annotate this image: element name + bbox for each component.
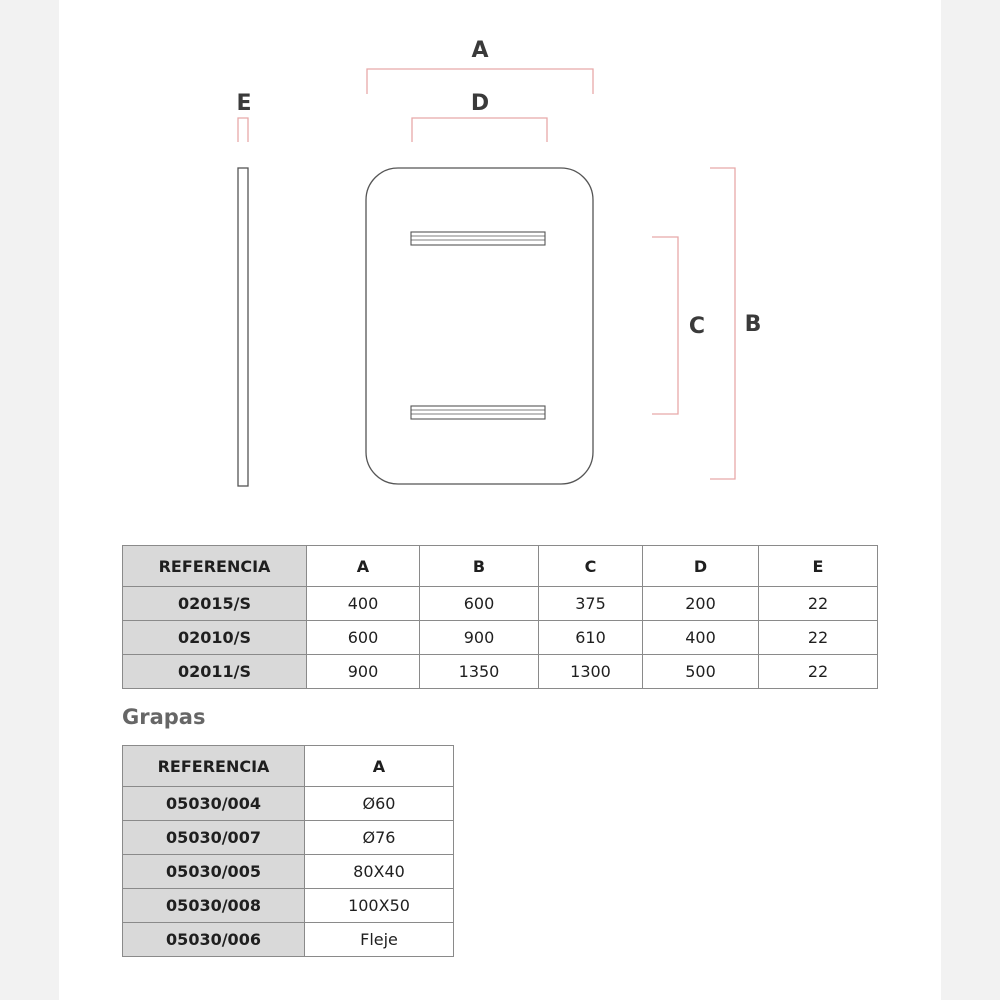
table-row — [123, 587, 878, 621]
cell-reference: 05030/008 — [123, 889, 305, 923]
table-row — [123, 889, 454, 923]
dimension-d-line — [412, 118, 547, 142]
cell-b: 1350 — [420, 655, 539, 689]
cell-a: Ø60 — [305, 787, 454, 821]
cell-reference: 02011/S — [123, 655, 307, 689]
cell-a: Fleje — [305, 923, 454, 957]
table-row — [123, 923, 454, 957]
cell-reference: 05030/005 — [123, 855, 305, 889]
dimension-d-label: D — [470, 91, 490, 116]
dimension-c-line — [652, 237, 678, 414]
cell-b: 900 — [420, 621, 539, 655]
cell-a: 100X50 — [305, 889, 454, 923]
cell-d: 500 — [643, 655, 759, 689]
header-b: B — [420, 546, 539, 587]
side-view-profile — [238, 168, 248, 486]
header-a: A — [305, 746, 454, 787]
cell-reference: 02010/S — [123, 621, 307, 655]
cell-a: 80X40 — [305, 855, 454, 889]
table-header-row — [123, 546, 878, 587]
header-e: E — [759, 546, 878, 587]
dimension-c-label: C — [688, 314, 706, 339]
dimension-e-label: E — [236, 91, 252, 116]
dimension-b-label: B — [744, 312, 762, 337]
table-row — [123, 655, 878, 689]
grapas-heading: Grapas — [122, 705, 206, 729]
table-row — [123, 621, 878, 655]
cell-c: 610 — [539, 621, 643, 655]
cell-e: 22 — [759, 587, 878, 621]
cell-reference: 05030/007 — [123, 821, 305, 855]
header-a: A — [307, 546, 420, 587]
table-row — [123, 787, 454, 821]
dimension-b-line — [710, 168, 735, 479]
cell-reference: 05030/004 — [123, 787, 305, 821]
cell-reference: 02015/S — [123, 587, 307, 621]
table-header-row — [123, 746, 454, 787]
header-d: D — [643, 546, 759, 587]
dimension-a-label: A — [471, 38, 489, 63]
header-referencia: REFERENCIA — [123, 546, 307, 587]
header-c: C — [539, 546, 643, 587]
grapas-table — [122, 745, 454, 957]
table-row — [123, 855, 454, 889]
table-row — [123, 821, 454, 855]
cell-d: 400 — [643, 621, 759, 655]
upper-bracket — [411, 232, 545, 245]
cell-c: 375 — [539, 587, 643, 621]
cell-c: 1300 — [539, 655, 643, 689]
dimension-e-line — [238, 118, 248, 142]
cell-a: 400 — [307, 587, 420, 621]
cell-a: 900 — [307, 655, 420, 689]
header-referencia: REFERENCIA — [123, 746, 305, 787]
cell-e: 22 — [759, 655, 878, 689]
cell-a: Ø76 — [305, 821, 454, 855]
cell-b: 600 — [420, 587, 539, 621]
cell-d: 200 — [643, 587, 759, 621]
cell-e: 22 — [759, 621, 878, 655]
front-view-panel — [366, 168, 593, 484]
lower-bracket — [411, 406, 545, 419]
cell-a: 600 — [307, 621, 420, 655]
cell-reference: 05030/006 — [123, 923, 305, 957]
dimensions-table — [122, 545, 878, 689]
